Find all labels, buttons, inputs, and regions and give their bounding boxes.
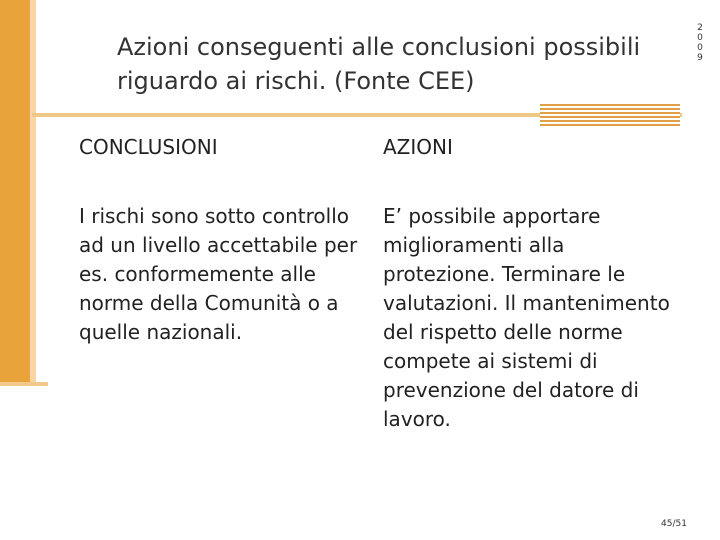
column-header-actions: AZIONI — [383, 135, 453, 159]
accent-footer-line — [0, 382, 48, 386]
accent-sidebar-shadow — [30, 0, 36, 383]
accent-sidebar — [0, 0, 30, 383]
conclusion-text: I rischi sono sotto controllo ad un livello accettabile per es. conformemente alle norme della Comunità o a quelle nazionali. — [79, 204, 358, 344]
action-text: E’ possibile apportare miglioramenti alla protezione. Terminare le valutazioni. Il mantenimento del rispetto delle norme compete ai sistemi di prevenzione del datore di lavoro. — [383, 204, 670, 431]
slide-title: Azioni conseguenti alle conclusioni possibili riguardo ai rischi. (Fonte CEE) — [117, 33, 641, 95]
year-label: 2 0 0 9 — [697, 23, 703, 63]
decorative-stripes — [540, 104, 680, 128]
column-header-conclusions: CONCLUSIONI — [79, 135, 218, 159]
page-number: 45/51 — [661, 519, 687, 529]
